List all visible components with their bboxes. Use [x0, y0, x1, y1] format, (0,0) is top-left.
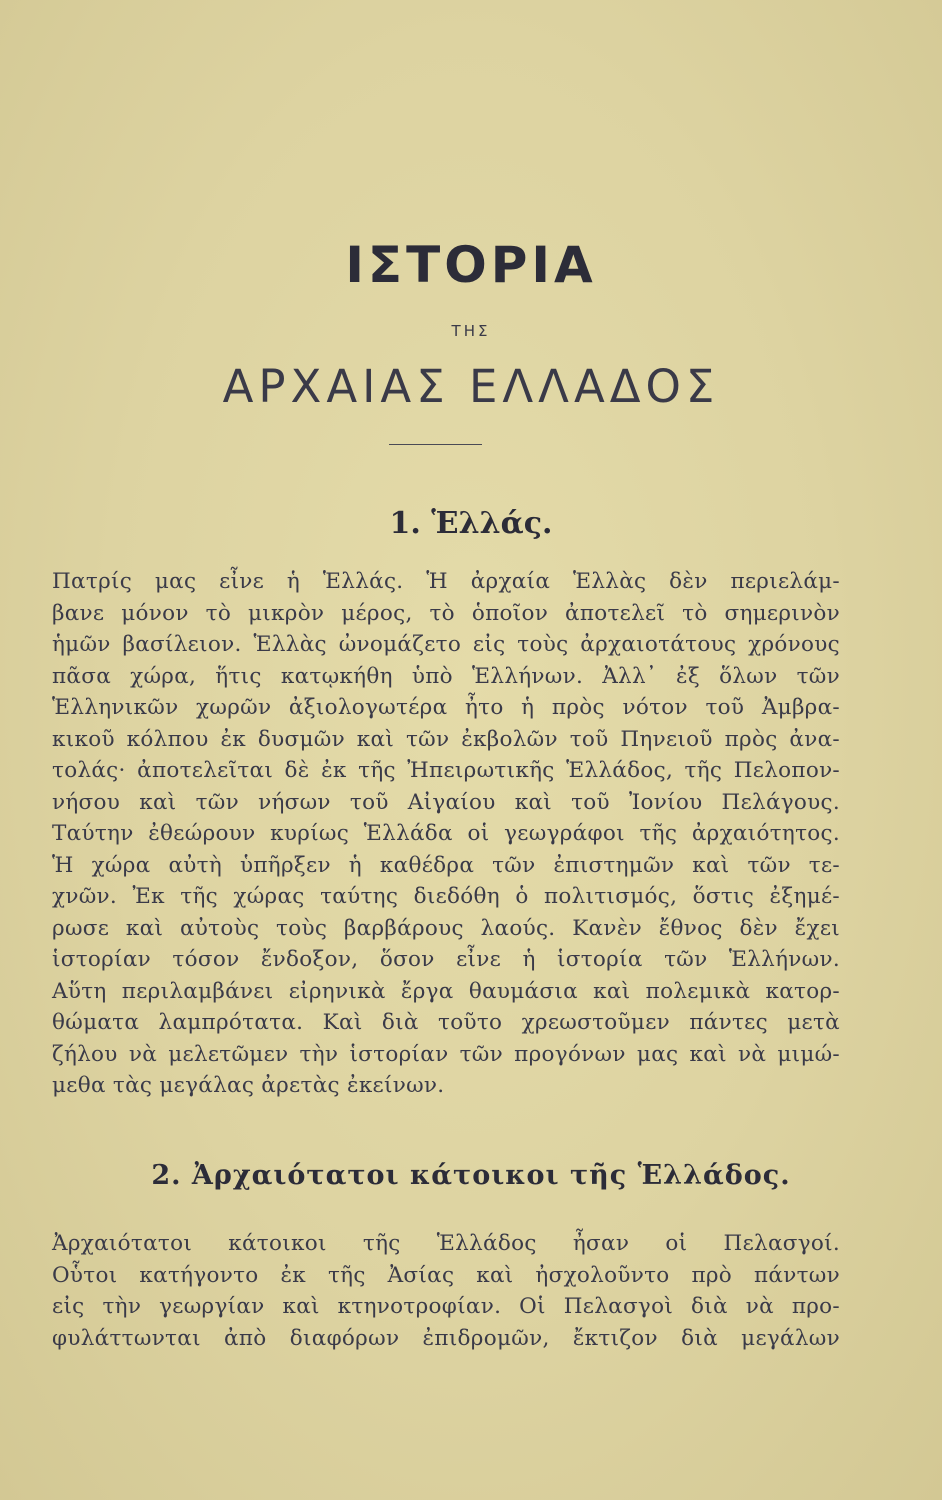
text-line: μεθα τὰς μεγάλας ἀρετὰς ἐκείνων. [52, 1073, 445, 1098]
text-line: πᾶσα χώρα, ἥτις κατῳκήθη ὑπὸ Ἑλλήνων. Ἀλλ᾽ ἐξ ὅλων τῶν [52, 663, 840, 689]
text-line: Ταύτην ἐθεώρουν κυρίως Ἑλλάδα οἱ γεωγράφοι τῆς ἀρχαιότητος. [52, 821, 840, 846]
title-divider [389, 444, 482, 445]
text-line: ζήλου νὰ μελετῶμεν τὴν ἱστορίαν τῶν προγόνων μας καὶ νὰ μιμώ- [52, 1041, 840, 1067]
text-line: Ἀρχαιότατοι κάτοικοι τῆς Ἑλλάδος ἦσαν οἱ Πελασγοί. [52, 1231, 840, 1256]
text-line: θώματα λαμπρότατα. Καὶ διὰ τοῦτο χρεωστοῦμεν πάντες μετὰ [52, 1010, 840, 1035]
book-title-article: ΤΗΣ [451, 322, 491, 340]
book-title: ΙΣΤΟΡΙΑ [345, 236, 597, 294]
text-line: Πατρίς μας εἶνε ἡ Ἑλλάς. Ἡ ἀρχαία Ἑλλὰς δὲν περιελάμ- [52, 569, 840, 594]
section-2-paragraph [52, 1228, 840, 1354]
text-line: χνῶν. Ἐκ τῆς χώρας ταύτης διεδόθη ὁ πολιτισμός, ὅστις ἐξημέ- [52, 884, 840, 909]
text-line: φυλάττωνται ἀπὸ διαφόρων ἐπιδρομῶν, ἔκτιζον διὰ μεγάλων [52, 1325, 840, 1351]
text-line: ἡμῶν βασίλειον. Ἑλλὰς ὠνομάζετο εἰς τοὺς ἀρχαιοτάτους χρόνους [52, 632, 840, 657]
section-heading-2: 2. Ἀρχαιότατοι κάτοικοι τῆς Ἑλλάδος. [151, 1160, 791, 1191]
book-subtitle: ΑΡΧΑΙΑΣ ΕΛΛΑΔΟΣ [222, 360, 720, 413]
text-line: βανε μόνον τὸ μικρὸν μέρος, τὸ ὁποῖον ἀποτελεῖ τὸ σημερινὸν [52, 600, 840, 626]
text-line: εἰς τὴν γεωργίαν καὶ κτηνοτροφίαν. Οἱ Πελασγοὶ διὰ νὰ προ- [52, 1294, 840, 1319]
text-line: Ἡ χώρα αὐτὴ ὑπῆρξεν ἡ καθέδρα τῶν ἐπιστημῶν καὶ τῶν τε- [52, 852, 840, 878]
text-line: Οὗτοι κατήγοντο ἐκ τῆς Ἀσίας καὶ ἠσχολοῦντο πρὸ πάντων [52, 1262, 840, 1288]
text-line: νήσου καὶ τῶν νήσων τοῦ Αἰγαίου καὶ τοῦ Ἰονίου Πελάγους. [52, 789, 840, 815]
section-heading-1: 1. Ἑλλάς. [389, 506, 553, 541]
text-line: Ἑλληνικῶν χωρῶν ἀξιολογωτέρα ἦτο ἡ πρὸς νότον τοῦ Ἀμβρα- [52, 695, 840, 720]
section-1-paragraph [52, 566, 840, 1102]
text-line: ἱστορίαν τόσον ἔνδοξον, ὅσον εἶνε ἡ ἱστορία τῶν Ἑλλήνων. [52, 947, 840, 972]
text-line: κικοῦ κόλπου ἐκ δυσμῶν καὶ τῶν ἐκβολῶν τοῦ Πηνειοῦ πρὸς ἀνα- [52, 726, 840, 752]
text-line: τολάς· ἀποτελεῖται δὲ ἐκ τῆς Ἠπειρωτικῆς Ἑλλάδος, τῆς Πελοπον- [52, 758, 840, 783]
text-line: ρωσε καὶ αὐτοὺς τοὺς βαρβάρους λαούς. Κανὲν ἔθνος δὲν ἔχει [52, 915, 840, 941]
text-line: Αὕτη περιλαμβάνει εἰρηνικὰ ἔργα θαυμάσια καὶ πολεμικὰ κατορ- [52, 978, 840, 1004]
